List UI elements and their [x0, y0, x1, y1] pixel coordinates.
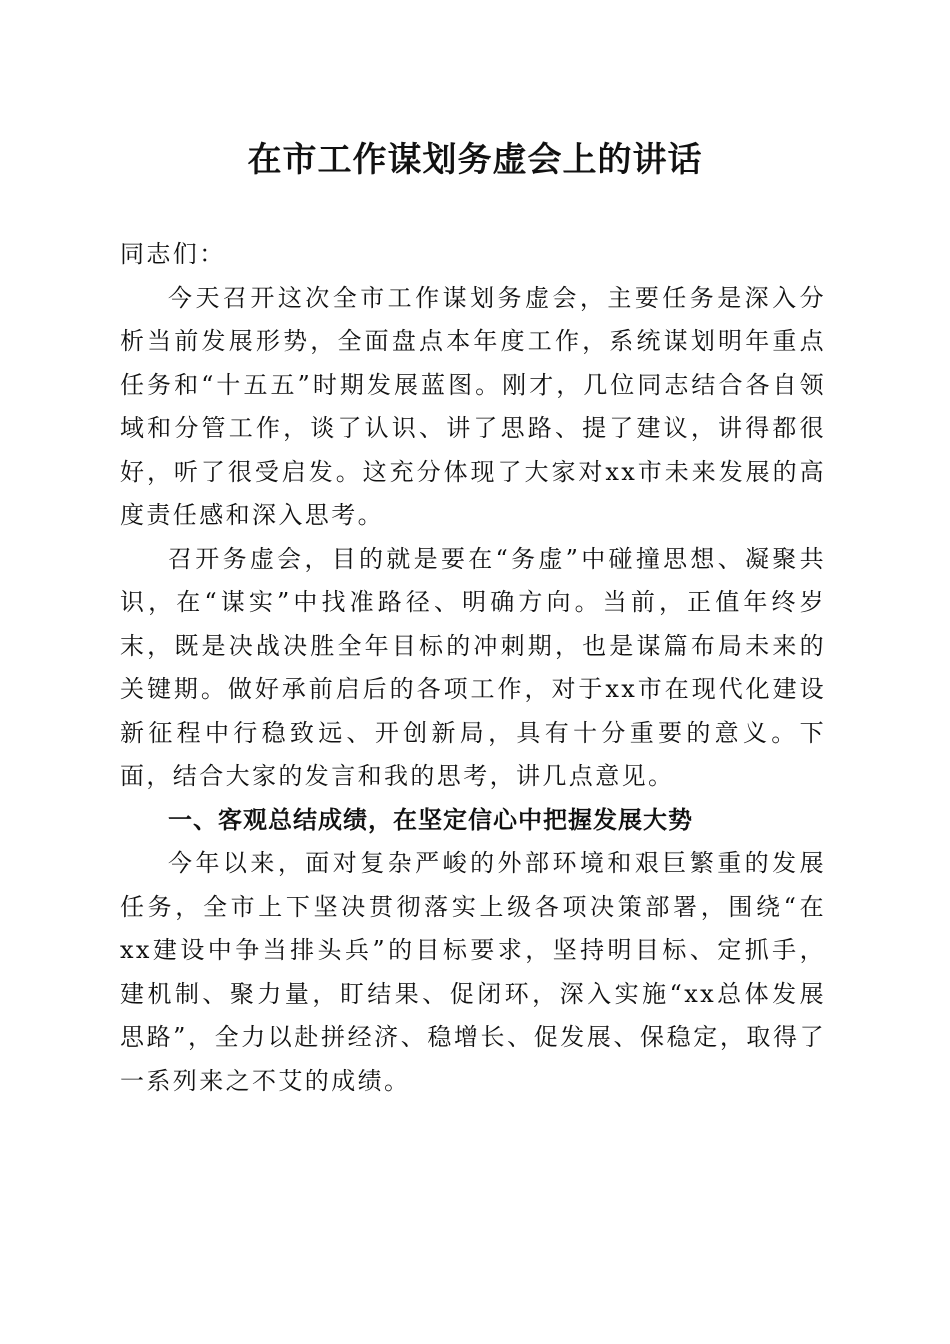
section-heading-1: 一、客观总结成绩，在坚定信心中把握发展大势: [168, 805, 693, 834]
paragraph-purpose: 召开务虚会，目的就是要在“务虚”中碰撞思想、凝聚共识，在“谋实”中找准路径、明确方向。当前，正值年终岁末，既是决战决胜全年目标的冲刺期，也是谋篇布局未来的关键期。做好承前启后的各项工作，对于xx市在现代化建设新征程中行稳致远、开创新局，具有十分重要的意义。下面，结合大家的发言和我的思考，讲几点意见。: [120, 544, 826, 790]
document-body: [120, 233, 826, 1103]
document-title: 在市工作谋划务虚会上的讲话: [247, 140, 703, 180]
salutation: 同志们：: [120, 240, 226, 268]
paragraph-achievements: 今年以来，面对复杂严峻的外部环境和艰巨繁重的发展任务，全市上下坚决贯彻落实上级各项决策部署，围绕“在xx建设中争当排头兵”的目标要求，坚持明目标、定抓手，建机制、聚力量，盯结果、促闭环，深入实施“xx总体发展思路”，全力以赴拼经济、稳增长、促发展、保稳定，取得了一系列来之不艾的成绩。: [120, 849, 826, 1095]
paragraph-opening: 今天召开这次全市工作谋划务虚会，主要任务是深入分析当前发展形势，全面盘点本年度工作，系统谋划明年重点任务和“十五五”时期发展蓝图。刚才，几位同志结合各自领域和分管工作，谈了认识、讲了思路、提了建议，讲得都很好，听了很受启发。这充分体现了大家对xx市未来发展的高度责任感和深入思考。: [120, 283, 826, 529]
